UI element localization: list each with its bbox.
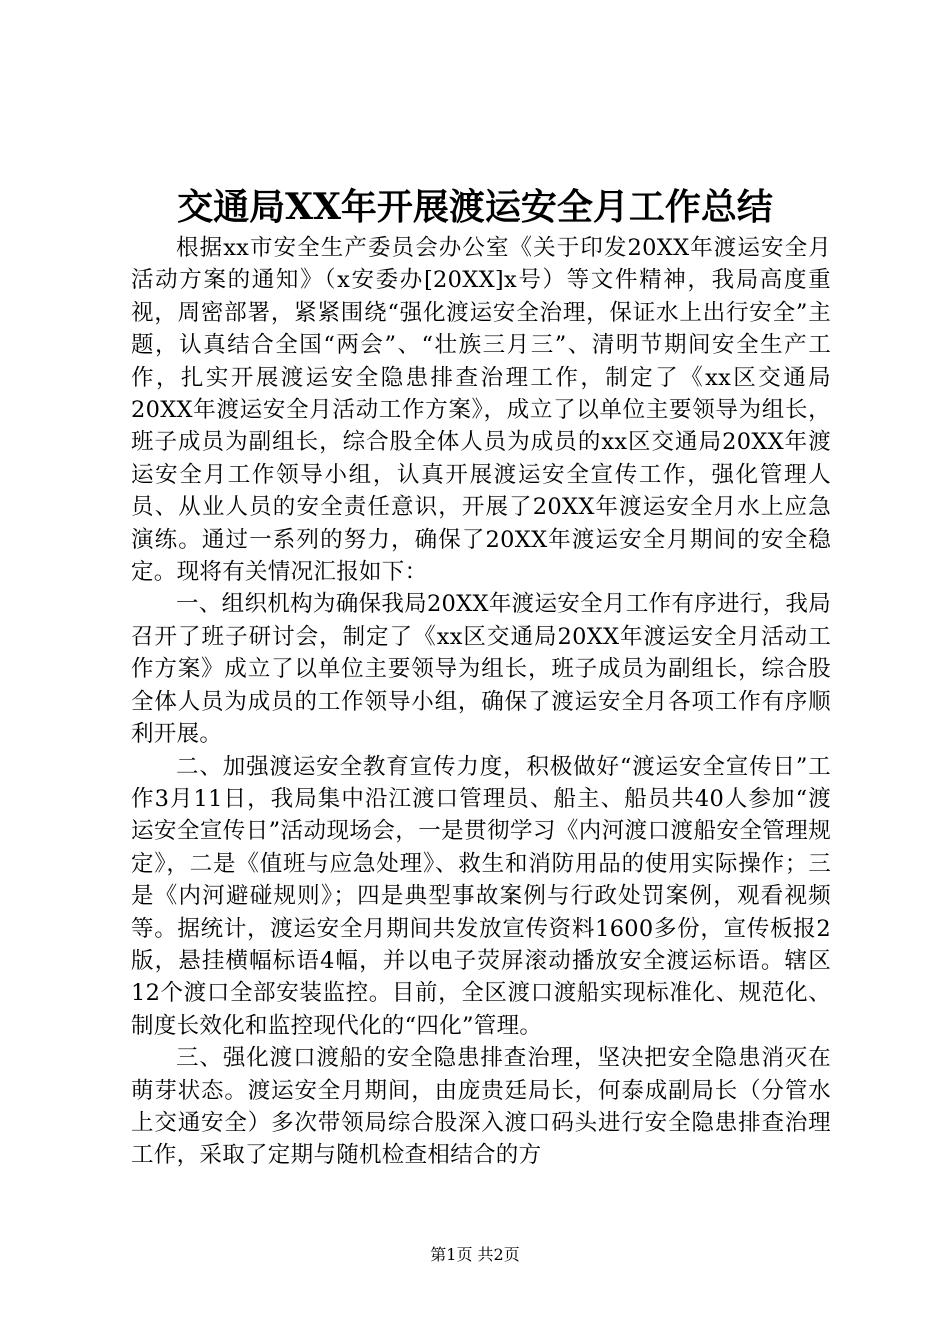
page-number-footer: 第1页 共2页 (430, 1245, 520, 1264)
paragraph-section-3: 三、强化渡口渡船的安全隐患排查治理，坚决把安全隐患消灭在萌芽状态。渡运安全月期间，由庞贵廷局长，何泰成副局长（分管水上交通安全）多次带领局综合股深入渡口码头进行安全隐患排查治理工作，采取了定期与随机检查相结合的方 (131, 1045, 831, 1169)
document-body (131, 232, 831, 1172)
paragraph-intro: 根据xx市安全生产委员会办公室《关于印发20XX年渡运安全月活动方案的通知》（x安委办[20XX]x号）等文件精神，我局高度重视，周密部署，紧紧围绕“强化渡运安全治理，保证水上出行安全”主题，认真结合全国“两会”、“壮族三月三”、清明节期间安全生产工作，扎实开展渡运安全隐患排查治理工作，制定了《xx区交通局20XX年渡运安全月活动工作方案》，成立了以单位主要领导为组长，班子成员为副组长，综合股全体人员为成员的xx区交通局20XX年渡运安全月工作领导小组，认真开展渡运安全宣传工作，强化管理人员、从业人员的安全责任意识，开展了20XX年渡运安全月水上应急演练。通过一系列的努力，确保了20XX年渡运安全月期间的安全稳定。现将有关情况汇报如下： (131, 235, 831, 586)
paragraph-section-2: 二、加强渡运安全教育宣传力度，积极做好“渡运安全宣传日”工作3月11日，我局集中沿江渡口管理员、船主、船员共40人参加“渡运安全宣传日”活动现场会，一是贯彻学习《内河渡口渡船安全管理规定》，二是《值班与应急处理》、救生和消防用品的使用实际操作；三是《内河避碰规则》；四是典型事故案例与行政处罚案例，观看视频等。据统计，渡运安全月期间共发放宣传资料1600多份，宣传板报2版，悬挂横幅标语4幅，并以电子荧屏滚动播放安全渡运标语。辖区12个渡口全部安装监控。目前，全区渡口渡船实现标准化、规范化、制度长效化和监控现代化的“四化”管理。 (131, 753, 831, 1039)
paragraph-section-1: 一、组织机构为确保我局20XX年渡运安全月工作有序进行，我局召开了班子研讨会，制定了《xx区交通局20XX年渡运安全月活动工作方案》成立了以单位主要领导为组长，班子成员为副组长，综合股全体人员为成员的工作领导小组，确保了渡运安全月各项工作有序顺利开展。 (131, 591, 831, 748)
document-title: 交通局XX年开展渡运安全月工作总结 (177, 186, 773, 228)
